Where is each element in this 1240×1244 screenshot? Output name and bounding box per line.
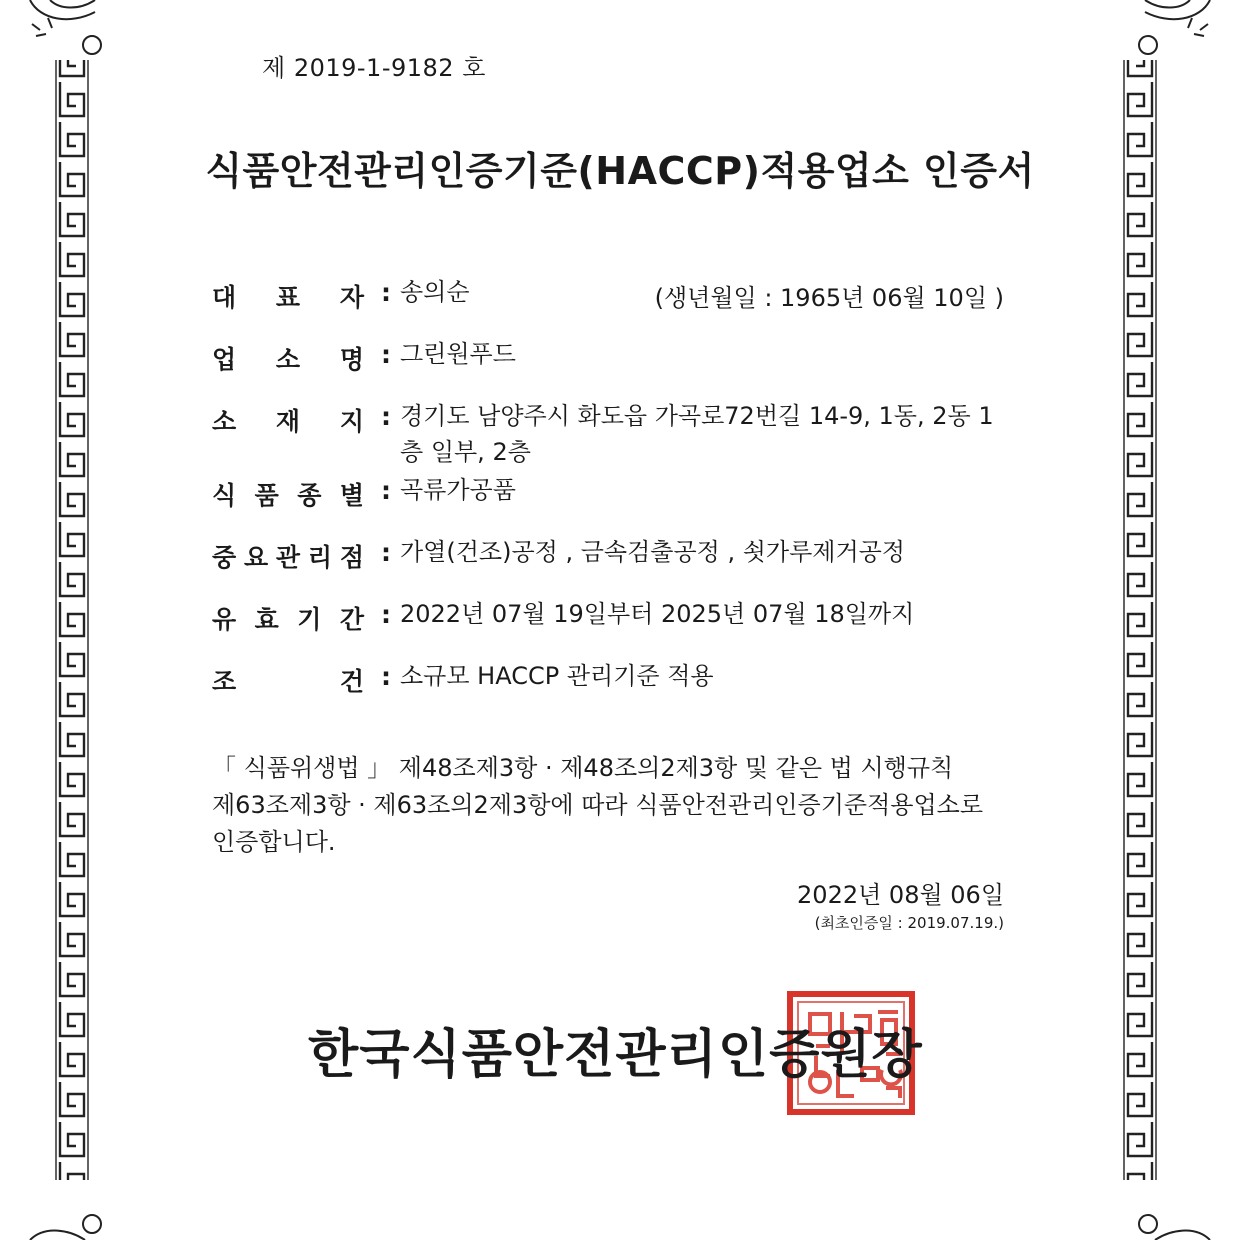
field-value: 곡류가공품 [400,476,516,504]
field-business-name [212,340,1012,376]
field-colon: : [381,538,391,567]
first-certification-date: (최초인증일 : 2019.07.19.) [814,914,1004,932]
field-condition [212,662,1012,698]
field-validity-period [212,600,1012,636]
field-colon: : [381,662,391,691]
field-label: 조 건 [212,667,364,696]
field-value: 송의순 [400,278,470,306]
field-label: 유 효 기 간 [212,605,364,634]
statement-line: 인증합니다. [212,828,336,856]
field-colon: : [381,402,391,431]
field-colon: : [381,278,391,307]
certification-statement [212,750,1002,861]
field-value [400,398,1012,470]
corner-ornament-top-right [1090,0,1240,64]
field-label: 소 재 지 [212,407,364,436]
field-colon: : [381,600,391,629]
issue-date: 2022년 08월 06일 [797,881,1004,909]
address-line-2: 층 일부, 2층 [400,438,531,466]
field-label: 업 소 명 [212,345,364,374]
certificate-number: 제 2019-1-9182 호 [262,54,486,82]
field-address [212,402,1012,470]
corner-ornament-bottom-right [1090,1180,1240,1244]
statement-line: 「 식품위생법 」 제48조제3항 · 제48조의2제3항 및 같은 법 시행규칙 [212,754,954,782]
birth-date: (생년월일 : 1965년 06월 10일 ) [654,284,1004,312]
statement-line: 제63조제3항 · 제63조의2제3항에 따라 식품안전관리인증기준적용업소로 [212,791,983,819]
field-value: 2022년 07월 19일부터 2025년 07월 18일까지 [400,600,915,628]
issuer-name: 한국식품안전관리인증원장 [308,1025,923,1085]
field-label: 중 요 관 리 점 [212,543,364,572]
address-line-1: 경기도 남양주시 화도읍 가곡로72번길 14-9, 1동, 2동 1 [400,402,994,430]
field-label: 식 품 종 별 [212,481,364,510]
field-value: 가열(건조)공정 , 금속검출공정 , 쇳가루제거공정 [400,538,905,566]
certificate-title: 식품안전관리인증기준(HACCP)적용업소 인증서 [205,149,1035,193]
field-critical-control-point [212,538,1012,574]
right-border-ornament [1122,0,1158,1240]
field-colon: : [381,476,391,505]
field-value: 소규모 HACCP 관리기준 적용 [400,662,714,690]
left-border-ornament [54,0,90,1240]
field-colon: : [381,340,391,369]
field-representative [212,278,1012,314]
field-food-type [212,476,1012,512]
field-value: 그린원푸드 [400,340,516,368]
field-label: 대 표 자 [212,283,364,312]
